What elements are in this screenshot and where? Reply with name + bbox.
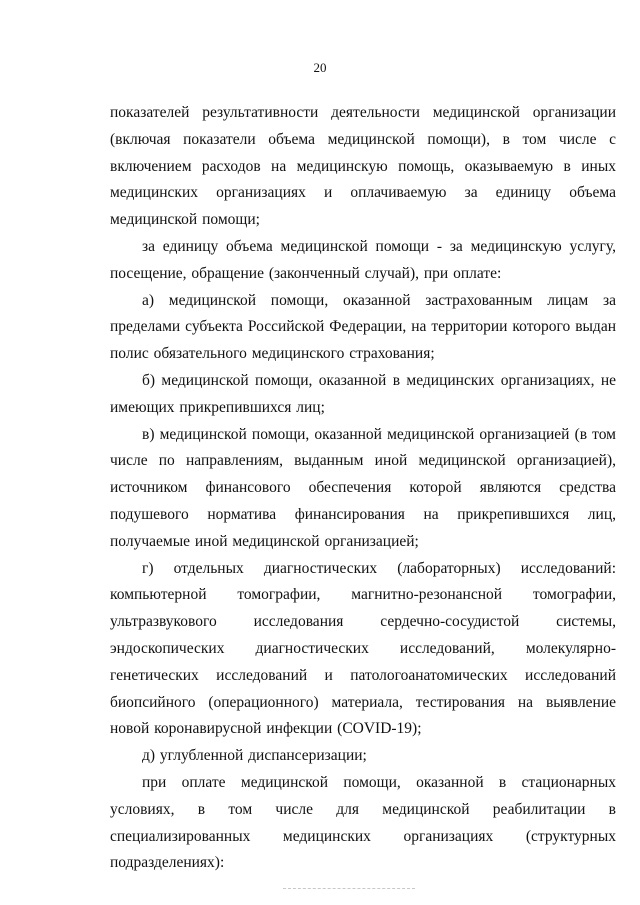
paragraph-item-b: б) медицинской помощи, оказанной в медицинских организациях, не имеющих прикрепившихся лиц; [110, 371, 616, 416]
paragraph-1: показателей результативности деятельности медицинской организации (включая показатели объема медицинской помощи), в том числе с включением расходов на медицинскую помощь, оказываемую в иных медицинских организациях и оплачиваемую за единицу объема медицинской помощи; [110, 104, 616, 229]
paragraph-2: за единицу объема медицинской помощи - за медицинскую услугу, посещение, обращение (законченный случай), при оплате: [110, 237, 616, 282]
paragraph-item-d: д) углубленной диспансеризации; [142, 747, 367, 765]
paragraph-item-a: а) медицинской помощи, оказанной застрахованным лицам за пределами субъекта Российской Федерации, на территории которого выдан полис обязательного медицинского страхования; [110, 291, 616, 363]
paragraph-item-v: в) медицинской помощи, оказанной медицинской организацией (в том числе по направлениям, выданным иной медицинской организацией), источником финансового обеспечения которой являются средства подушевого норматива финансирования на прикрепившихся лиц, получаемые иной медицинской организацией; [110, 425, 616, 550]
paragraph-item-g: г) отдельных диагностических (лабораторных) исследований: компьютерной томографии, магнитно-резонансной томографии, ультразвукового исследования сердечно-сосудистой системы, эндоскопических диагностических исследований, молекулярно-генетических исследований и патологоанатомических исследований биопсийного (операционного) материала, тестирования на выявление новой коронавирусной инфекции (COVID-19); [110, 559, 616, 738]
body-text [110, 100, 616, 877]
scan-artifact-line [283, 888, 415, 889]
page-number: 20 [313, 60, 327, 75]
paragraph-inpatient: при оплате медицинской помощи, оказанной в стационарных условиях, в том числе для медицинской реабилитации в специализированных медицинских организациях (структурных подразделениях): [110, 773, 616, 872]
